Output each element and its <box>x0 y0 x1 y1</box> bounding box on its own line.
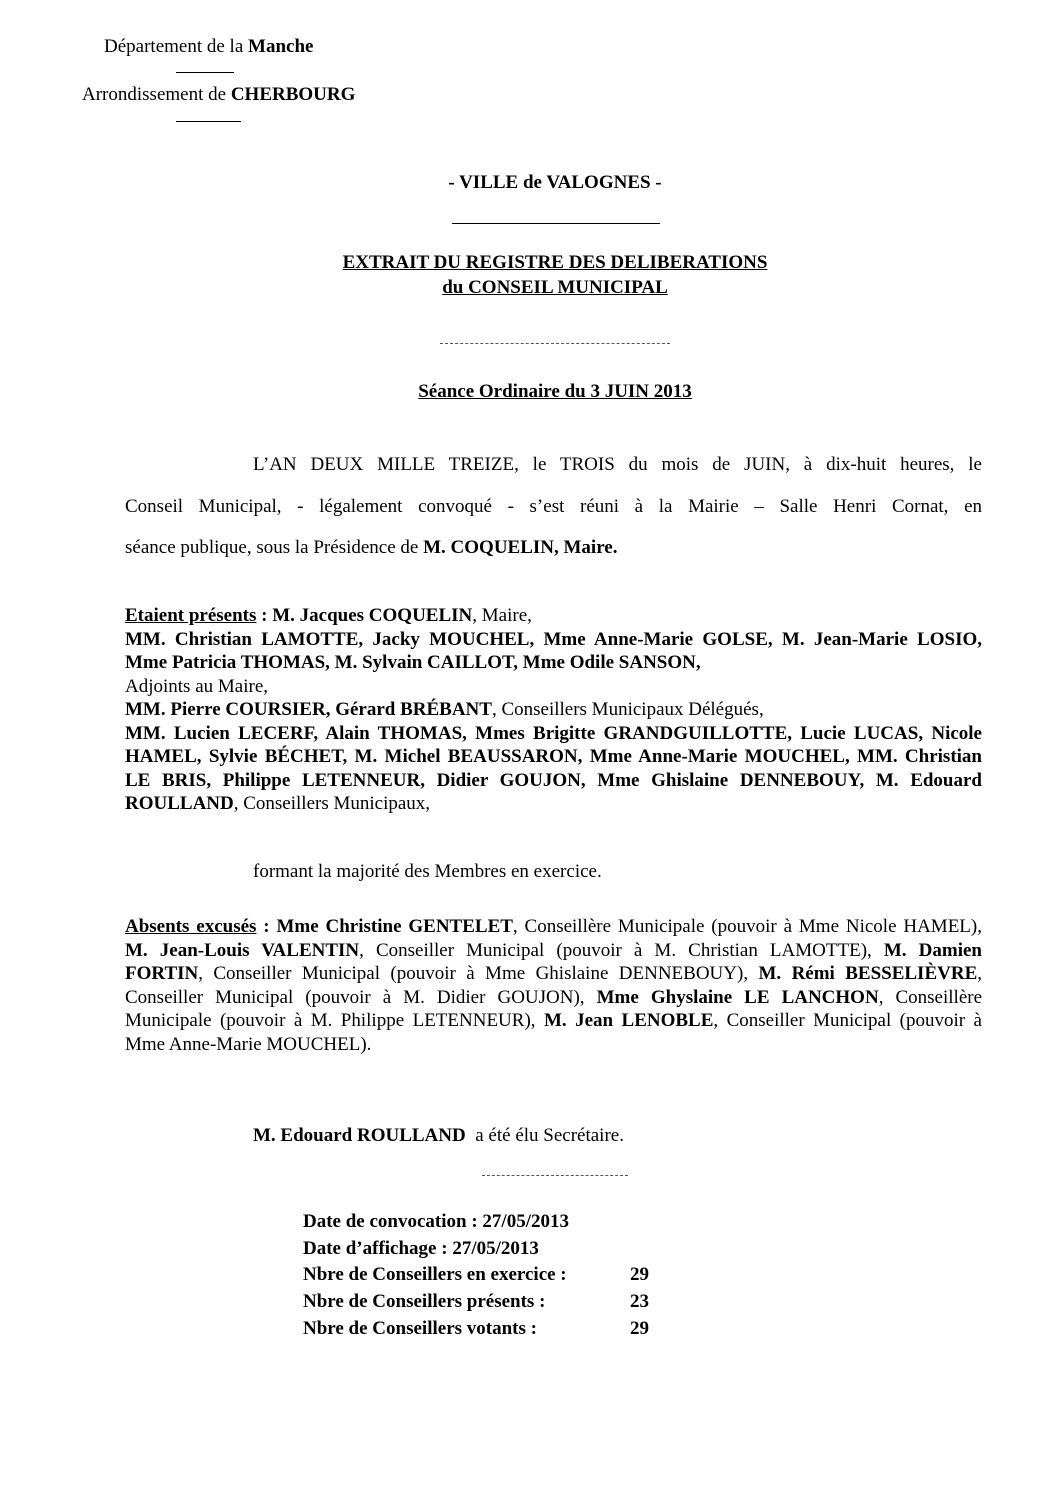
arrondissement-name: CHERBOURG <box>230 84 356 105</box>
adjoints-block <box>125 628 982 699</box>
delegues-names: MM. Pierre COURSIER, Gérard BRÉBANT <box>125 699 492 720</box>
absent-name: M. Damien FORTIN <box>125 939 982 984</box>
absent-text: , Conseiller Municipal (pouvoir à Mme Anne-Marie MOUCHEL). <box>125 1010 982 1055</box>
absent-text: , Conseiller Municipal (pouvoir à M. Didier GOUJON), <box>125 963 982 1008</box>
secretaire-name: M. Edouard ROULLAND <box>253 1125 466 1146</box>
secretaire-line <box>253 1125 624 1147</box>
delegues-role: , Conseillers Municipaux Délégués, <box>491 699 764 720</box>
absents-sep: : <box>256 916 277 937</box>
header-rule-1 <box>176 72 234 73</box>
absents-paragraph <box>125 915 982 1056</box>
absent-name: M. Rémi BESSELIÈVRE <box>758 963 978 984</box>
header-rule-2 <box>176 121 241 122</box>
stat-label: Date d’affichage : 27/05/2013 <box>303 1238 539 1259</box>
presents-paragraph <box>125 604 982 816</box>
stat-label: Date de convocation : 27/05/2013 <box>303 1211 569 1232</box>
maire-name: M. Jacques COQUELIN <box>272 605 473 626</box>
arrondissement-line <box>82 84 355 106</box>
presents-label: Etaient présents <box>125 605 257 626</box>
stat-value: 29 <box>630 1318 649 1339</box>
conseillers-block <box>125 722 982 816</box>
absent-name: Mme Ghyslaine LE LANCHON <box>596 986 879 1008</box>
adjoints-names: MM. Christian LAMOTTE, Jacky MOUCHEL, Mme Anne-Marie GOLSE, M. Jean-Marie LOSIO, Mme Patricia THOMAS, M. Sylvain CAILLOT, Mme Odile SANSON, <box>125 628 982 673</box>
conseillers-role: , Conseillers Municipaux, <box>233 793 431 814</box>
presents-maire-line <box>125 604 982 628</box>
secretaire-text: a été élu Secrétaire. <box>465 1125 624 1146</box>
absent-text: , Conseillère Municipale (pouvoir à Mme Nicole HAMEL), <box>512 916 982 937</box>
maire-role: , Maire, <box>472 605 532 626</box>
absent-name: Mme Christine GENTELET <box>276 916 513 937</box>
absent-text: , Conseiller Municipal (pouvoir à Mme Ghislaine DENNEBOUY), <box>198 963 759 984</box>
ville-title: - VILLE de VALOGNES - <box>448 172 662 193</box>
extrait-title-line1: EXTRAIT DU REGISTRE DES DELIBERATIONS <box>342 252 768 273</box>
absent-name: M. Jean LENOBLE <box>543 1010 714 1031</box>
arrondissement-prefix: Arrondissement de <box>82 84 231 105</box>
delegues-line <box>125 698 982 722</box>
extrait-title-line2: du CONSEIL MUNICIPAL <box>442 277 668 298</box>
majorite-line: formant la majorité des Membres en exercice. <box>253 861 602 882</box>
title-dashed-rule <box>440 343 670 344</box>
intro-line-2: Conseil Municipal, - légalement convoqué - s’est réuni à la Mairie – Salle Henri Cornat, en <box>125 496 982 517</box>
seance-title: Séance Ordinaire du 3 JUIN 2013 <box>418 381 692 402</box>
departement-name: Manche <box>248 36 314 57</box>
absent-text: , Conseillère Municipale (pouvoir à M. Philippe LETENNEUR), <box>125 986 983 1031</box>
absent-name: M. Jean-Louis VALENTIN <box>125 939 360 961</box>
departement-prefix: Département de la <box>104 36 249 57</box>
stat-value: 29 <box>630 1264 649 1285</box>
absents-label: Absents excusés <box>125 916 257 937</box>
intro-line-3 <box>125 537 618 559</box>
presents-sep: : <box>256 605 273 626</box>
conseillers-names: MM. Lucien LECERF, Alain THOMAS, Mmes Brigitte GRANDGUILLOTTE, Lucie LUCAS, Nicole HAMEL, Sylvie BÉCHET, M. Michel BEAUSSARON, Mme Anne-Marie MOUCHEL, MM. Christian LE BRIS, Philippe LETENNEUR, Didier GOUJON, Mme Ghislaine DENNEBOUY, M. Edouard ROULLAND <box>125 722 982 814</box>
absent-text: , Conseiller Municipal (pouvoir à M. Christian LAMOTTE), <box>359 939 884 961</box>
stat-label: Nbre de Conseillers votants : <box>303 1318 537 1339</box>
intro-line-1: L’AN DEUX MILLE TREIZE, le TROIS du mois de JUIN, à dix-huit heures, le <box>253 454 982 475</box>
ville-rule <box>452 223 660 224</box>
departement-line <box>104 36 313 58</box>
stat-label: Nbre de Conseillers présents : <box>303 1291 546 1312</box>
intro-line-3-prefix: séance publique, sous la Présidence de <box>125 537 424 558</box>
adjoints-role: Adjoints au Maire, <box>125 675 269 697</box>
secretaire-dashed-rule <box>482 1175 628 1176</box>
stat-label: Nbre de Conseillers en exercice : <box>303 1264 567 1285</box>
stat-value: 23 <box>630 1291 649 1312</box>
president-name: M. COQUELIN, Maire. <box>423 537 618 558</box>
